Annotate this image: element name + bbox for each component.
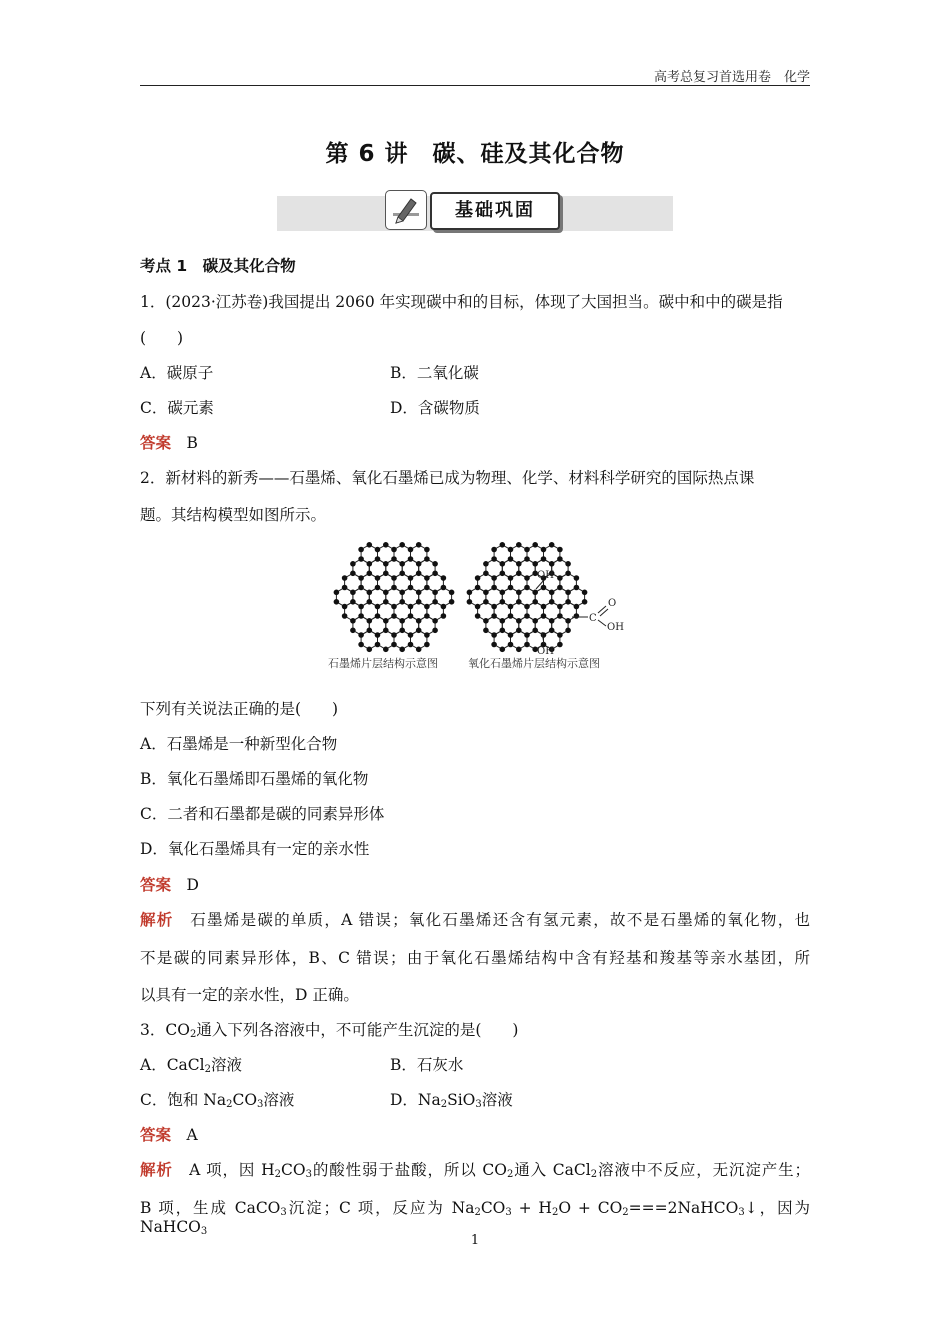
carbon-atom [399, 647, 405, 653]
carbon-atom [500, 561, 506, 567]
carbon-atom [467, 590, 473, 596]
running-header: 高考总复习首选用卷 化学 [653, 70, 810, 85]
carbon-atom [516, 542, 522, 548]
carbon-atom [524, 575, 530, 581]
q3-analysis-line1: 解析 A 项，因 $H_2CO_3$的酸性弱于盐酸，所以 $CO_2$通入 CaCl$_2$溶液中不反应，无沉淀产生； [140, 1161, 810, 1180]
carbon-atom [424, 642, 430, 648]
hexagon-ring [411, 630, 427, 649]
carbon-atom [491, 575, 497, 581]
carbon-atom [399, 599, 405, 605]
carbon-atom [483, 561, 489, 567]
carbon-atom [416, 628, 422, 634]
carbon-atom [549, 542, 555, 548]
carbon-atom [557, 604, 563, 610]
carbon-atom [441, 613, 447, 619]
carbon-atom [516, 647, 522, 653]
kaodian-heading: 考点 1 碳及其化合物 [140, 257, 296, 275]
carbon-atom [549, 628, 555, 634]
carbon-atom [383, 618, 389, 624]
q3-analysis-line2: B 项，生成 CaCO$_3$沉淀；C 项，反应为 $Na_2CO_3 + H_2O$ + $CO_2===2NaHCO_3↓$，因为 NaHCO$_3$ [140, 1199, 810, 1237]
carbon-atom [424, 556, 430, 562]
carbon-atom [441, 585, 447, 591]
carbon-atom [449, 590, 455, 596]
carbon-atom [408, 604, 414, 610]
carbon-atom [541, 613, 547, 619]
carbon-atom [557, 632, 563, 638]
carbon-atom [574, 585, 580, 591]
carbon-atom [367, 590, 373, 596]
carbon-atom [350, 590, 356, 596]
carbon-atom [491, 632, 497, 638]
carbon-atom [449, 599, 455, 605]
answer-value: A [186, 1126, 198, 1144]
q2-analysis-line1 [140, 908, 810, 930]
q1-option-d: D．含碳物质 [390, 399, 480, 417]
carbon-atom [416, 590, 422, 596]
q1-option-c: C．碳元素 [140, 399, 214, 417]
carbon-atom [532, 590, 538, 596]
carbon-atom [491, 613, 497, 619]
carbon-atom [424, 585, 430, 591]
carbon-atom [342, 575, 348, 581]
carbon-atom [557, 642, 563, 648]
carbon-atom [541, 556, 547, 562]
carbon-atom [549, 618, 555, 624]
carbon-atom [557, 547, 563, 553]
q2-answer [140, 873, 810, 895]
carbon-atom [408, 613, 414, 619]
label-oh-bottom: OH [537, 646, 554, 657]
carbon-atom [574, 575, 580, 581]
carbon-atom [408, 556, 414, 562]
carbon-atom [549, 590, 555, 596]
carbon-atom [500, 628, 506, 634]
carbon-atom [483, 599, 489, 605]
label-carbonyl-o: O [608, 598, 617, 609]
header-rule [140, 85, 810, 86]
carbon-atom [574, 613, 580, 619]
q2-stem-line1: 2．新材料的新秀——石墨烯、氧化石墨烯已成为物理、化学、材料科学研究的国际热点课 [140, 469, 755, 487]
answer-label: 答案 [140, 876, 172, 894]
carbon-atom [391, 613, 397, 619]
carbon-atom [565, 590, 571, 596]
carbon-atom [408, 642, 414, 648]
carbon-atom [334, 599, 340, 605]
q1-stem-line2: ( ) [140, 329, 184, 347]
carbon-atom [532, 628, 538, 634]
page-title: 第 6 讲 碳、硅及其化合物 [325, 141, 625, 167]
carbon-atom [350, 571, 356, 577]
carbon-atom [367, 618, 373, 624]
hexagon-ring [494, 630, 510, 649]
carbon-atom [491, 556, 497, 562]
carbon-atom [350, 618, 356, 624]
carbon-atom [408, 575, 414, 581]
q3-answer [140, 1123, 810, 1145]
carbon-atom [557, 575, 563, 581]
carbon-atom [399, 590, 405, 596]
hexagon-ring [511, 630, 528, 649]
carbon-atom [524, 642, 530, 648]
hexagon-ring [361, 630, 377, 649]
carbon-atom [565, 628, 571, 634]
carbon-atom [416, 618, 422, 624]
carbon-atom [399, 618, 405, 624]
carbon-atom [342, 585, 348, 591]
carbon-atom [399, 628, 405, 634]
carbon-atom [574, 604, 580, 610]
carbon-atom [491, 585, 497, 591]
carbon-atom [383, 628, 389, 634]
carbon-atom [532, 561, 538, 567]
carbon-atom [491, 547, 497, 553]
q3-option-c: C．饱和 $Na_2CO_3$溶液 [140, 1091, 295, 1110]
carbon-atom [524, 632, 530, 638]
carbon-atom [383, 647, 389, 653]
q2-analysis-line3: 以具有一定的亲水性，D 正确。 [140, 986, 359, 1004]
carbon-atom [391, 547, 397, 553]
carbon-atom [483, 618, 489, 624]
carbon-atom [541, 604, 547, 610]
carbon-atom [541, 585, 547, 591]
answer-value: D [186, 876, 199, 894]
carbon-atom [500, 590, 506, 596]
carbon-atom [375, 604, 381, 610]
carbon-atom [508, 585, 514, 591]
q3-stem: 3．$CO_2$通入下列各溶液中，不可能产生沉淀的是( ) [140, 1021, 519, 1040]
q2-option-c: C．二者和石墨都是碳的同素异形体 [140, 805, 385, 823]
answer-value: B [186, 434, 198, 452]
carbon-atom [532, 599, 538, 605]
carbon-atom [549, 561, 555, 567]
carbon-atom [500, 647, 506, 653]
carbon-atom [557, 556, 563, 562]
carbon-atom [416, 542, 422, 548]
carbon-atom [524, 604, 530, 610]
label-oh-right: OH [607, 622, 624, 633]
carbon-atom [516, 590, 522, 596]
carbon-atom [391, 604, 397, 610]
carbon-atom [500, 571, 506, 577]
carbon-atom [508, 575, 514, 581]
analysis-text: 石墨烯是碳的单质，A 错误；氧化石墨烯还含有氢元素，故不是石墨烯的氧化物，也 [190, 911, 810, 929]
q3-option-b: B．石灰水 [390, 1056, 464, 1074]
carbon-atom [424, 547, 430, 553]
carbon-atom [367, 628, 373, 634]
carbon-atom [383, 599, 389, 605]
carbon-atom [432, 590, 438, 596]
analysis-label: 解析 [140, 1161, 173, 1179]
carbon-atom [441, 575, 447, 581]
carbon-atom [424, 632, 430, 638]
carbon-atom [358, 642, 364, 648]
answer-label: 答案 [140, 1126, 172, 1144]
carbon-atom [350, 628, 356, 634]
carbon-atom [557, 585, 563, 591]
q2-analysis-line2: 不是碳的同素异形体，B、C 错误；由于氧化石墨烯结构中含有羟基和羧基等亲水基团，所 [140, 949, 810, 967]
carbon-atom [508, 604, 514, 610]
q2-stem-line2: 题。其结构模型如图所示。 [140, 506, 327, 524]
carbon-atom [516, 618, 522, 624]
carbon-atom [424, 575, 430, 581]
carbon-atom [483, 628, 489, 634]
carbon-atom [508, 556, 514, 562]
carbon-atom [524, 556, 530, 562]
carbon-atom [342, 604, 348, 610]
q2-option-d: D．氧化石墨烯具有一定的亲水性 [140, 840, 370, 858]
carbon-atom [557, 613, 563, 619]
q1-option-b: B．二氧化碳 [390, 364, 479, 382]
carbon-atom [549, 599, 555, 605]
carbon-atom [424, 613, 430, 619]
carbon-atom [399, 542, 405, 548]
carbon-atom [391, 632, 397, 638]
carbon-atom [508, 642, 514, 648]
carbon-atom [416, 561, 422, 567]
graphene-lattice [334, 542, 455, 652]
carbon-atom [358, 556, 364, 562]
carbon-atom [532, 618, 538, 624]
carbon-atom [491, 604, 497, 610]
carbon-atom [491, 642, 497, 648]
carbon-atom [508, 632, 514, 638]
carbon-atom [375, 585, 381, 591]
carbon-atom [483, 571, 489, 577]
carbon-atom [424, 604, 430, 610]
analysis-label: 解析 [140, 911, 174, 929]
label-carboxyl-c: C [589, 613, 597, 624]
carbon-atom [541, 632, 547, 638]
carbon-atom [334, 590, 340, 596]
carbon-atom [391, 575, 397, 581]
carbon-atom [416, 599, 422, 605]
carbon-atom [391, 556, 397, 562]
pencil-icon [385, 190, 427, 230]
label-oh-top: OH [537, 570, 554, 581]
carbon-atom [432, 618, 438, 624]
carbon-atom [350, 561, 356, 567]
q1-stem-line1: 1．(2023·江苏卷)我国提出 2060 年实现碳中和的目标，体现了大国担当。碳中和中的碳是指 [140, 293, 783, 311]
carbon-atom [375, 547, 381, 553]
carbon-atom [375, 575, 381, 581]
carbon-atom [441, 604, 447, 610]
caption-graphene-oxide: 氧化石墨烯片层结构示意图 [468, 657, 600, 670]
q2-option-a: A．石墨烯是一种新型化合物 [140, 735, 338, 753]
carbon-atom [358, 547, 364, 553]
carbon-atom [375, 556, 381, 562]
carbon-atom [416, 571, 422, 577]
carbon-atom [383, 561, 389, 567]
carbon-atom [367, 542, 373, 548]
carbon-atom [500, 618, 506, 624]
carbon-atom [416, 647, 422, 653]
carbon-atom [483, 590, 489, 596]
carbon-atom [342, 613, 348, 619]
carbon-atom [358, 575, 364, 581]
carbon-atom [582, 599, 588, 605]
carbon-atom [475, 575, 481, 581]
carbon-atom [358, 585, 364, 591]
page-number: 1 [470, 1233, 480, 1248]
carbon-atom [516, 599, 522, 605]
q2-option-b: B．氧化石墨烯即石墨烯的氧化物 [140, 770, 369, 788]
carbon-atom [358, 604, 364, 610]
carbon-atom [432, 599, 438, 605]
carbon-atom [399, 571, 405, 577]
carbon-atom [582, 590, 588, 596]
carbon-atom [399, 561, 405, 567]
caption-graphene: 石墨烯片层结构示意图 [328, 657, 438, 670]
carbon-atom [408, 585, 414, 591]
carbon-atom [383, 590, 389, 596]
carbon-atom [383, 542, 389, 548]
carbon-atom [524, 585, 530, 591]
q3-option-d: D．$Na_2SiO_3$溶液 [390, 1091, 513, 1110]
carbon-atom [508, 613, 514, 619]
carbon-atom [475, 613, 481, 619]
carbon-atom [565, 618, 571, 624]
carbon-atom [475, 604, 481, 610]
answer-label: 答案 [140, 434, 172, 452]
carbon-atom [524, 547, 530, 553]
carbon-atom [516, 628, 522, 634]
carbon-atom [375, 642, 381, 648]
carbon-atom [565, 599, 571, 605]
section-badge: 基础巩固 [430, 192, 560, 230]
carbon-atom [565, 561, 571, 567]
carbon-atom [467, 599, 473, 605]
carbon-atom [375, 613, 381, 619]
q1-option-a: A．碳原子 [140, 364, 214, 382]
carbon-atom [500, 542, 506, 548]
carbon-atom [367, 561, 373, 567]
carbon-atom [375, 632, 381, 638]
carbon-atom [524, 613, 530, 619]
graphene-oxide-lattice [467, 542, 588, 652]
q3-option-a: A．CaCl$_2$溶液 [140, 1056, 243, 1075]
carbon-atom [391, 585, 397, 591]
hexagon-ring [378, 630, 395, 649]
hexagon-ring [394, 630, 411, 649]
carbon-atom [383, 571, 389, 577]
carbon-atom [367, 599, 373, 605]
carbon-atom [367, 571, 373, 577]
carbon-atom [541, 547, 547, 553]
carbon-atom [475, 585, 481, 591]
carbon-atom [408, 547, 414, 553]
carbon-atom [358, 632, 364, 638]
carbon-atom [432, 628, 438, 634]
carbon-atom [350, 599, 356, 605]
carbon-atom [500, 599, 506, 605]
carbon-atom [408, 632, 414, 638]
carbon-atom [516, 571, 522, 577]
carbon-atom [432, 571, 438, 577]
carbon-atom [391, 642, 397, 648]
q1-answer [140, 431, 810, 453]
q2-question: 下列有关说法正确的是( ) [140, 700, 339, 718]
carbon-atom [565, 571, 571, 577]
carbon-atom [532, 542, 538, 548]
graphene-structure-figure [322, 540, 642, 675]
carbon-atom [358, 613, 364, 619]
carbon-atom [508, 547, 514, 553]
carbon-atom [432, 561, 438, 567]
carbon-atom [367, 647, 373, 653]
carbon-atom [516, 561, 522, 567]
